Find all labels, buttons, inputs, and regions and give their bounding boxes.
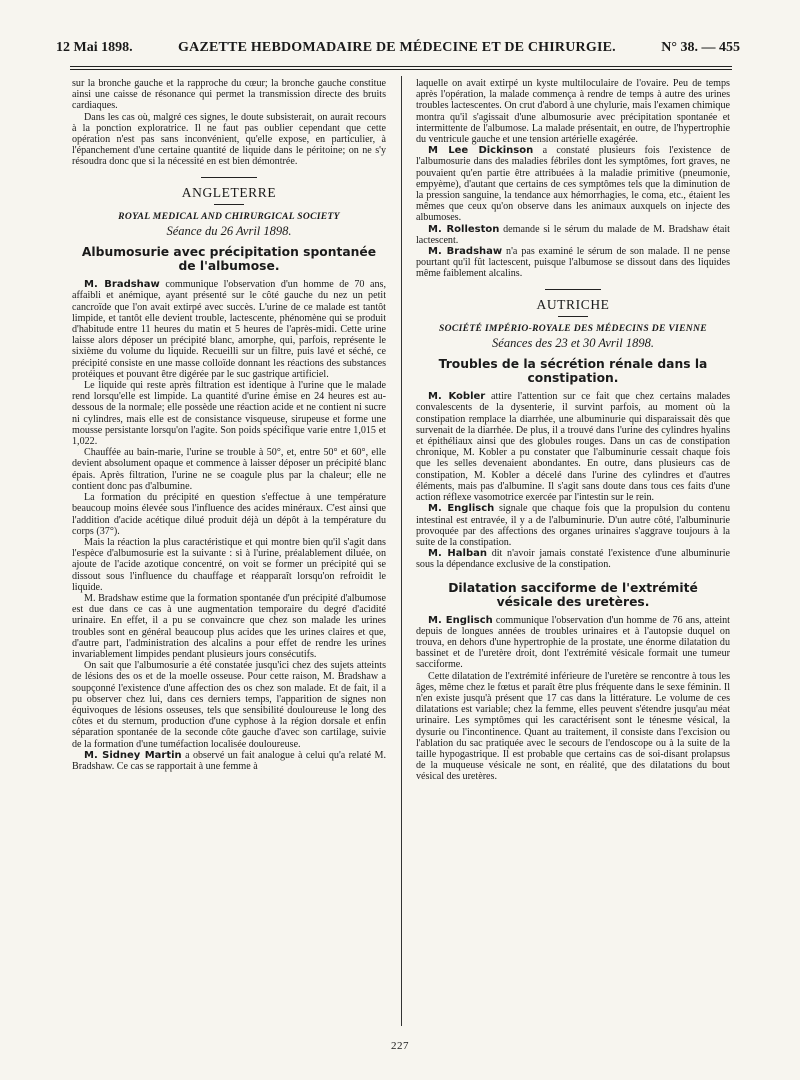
speaker-name: M Lee Dickinson (428, 145, 534, 157)
article-title: Albumosurie avec précipitation spontanée de l'albumose. (81, 245, 377, 274)
paragraph: M. Rolleston demande si le sérum du malade de M. Bradshaw était lactescent. (416, 223, 730, 246)
header-rule-top (70, 66, 732, 67)
paragraph: Chauffée au bain-marie, l'urine se trouble à 50°, et, entre 50° et 60°, elle devient absolument opaque et commence à laisser déposer un précipité blanc épais. Après filtration, l'urine ne se coagule plus par la chaleur; elle ne contient donc pas d'albumine. (72, 447, 386, 492)
paragraph: M. Englisch signale que chaque fois que la propulsion du contenu intestinal est entravée, il y a de l'albuminurie. D'un autre côté, l'albuminurie provoquée par des affections des organes urinaires s'aggrave toujours à la suite de la constipation. (416, 503, 730, 548)
header-rule-bottom (70, 69, 732, 70)
intro-paragraph-1: sur la bronche gauche et la rapproche du cœur; la bronche gauche constitue ainsi une caisse de résonance qui permet la transmission directe des bruits cardiaques. (72, 78, 386, 112)
intro-paragraph-2: Dans les cas où, malgré ces signes, le doute subsisterait, on aurait recours à la ponction exploratrice. Il ne faut pas oublier cependant que cette opération n'est pas sans inconvénient, qu'elle expose, en particulier, à l'épanchement d'une certaine quantité de liquide dans le péritoine; on ne s'y résoudra donc que si la nécessité en est bien démontrée. (72, 111, 386, 168)
paragraph: Mais la réaction la plus caractéristique et qui montre bien qu'il s'agit dans l'espèce d'albumosurie est la suivante : si à l'urine, préalablement diluée, on ajoute de l'acide azotique concentré, on voit se former un précipité qui se dissout sous l'influence du chauffage et réapparaît lorsqu'on refroidit le liquide. (72, 536, 386, 593)
speaker-name: M. Kobler (428, 391, 486, 403)
speaker-name: M. Halban (428, 548, 487, 560)
paragraph: M. Bradshaw estime que la formation spontanée d'un précipité d'albumose est due dans ce cas à une augmentation temporaire du degré d'acidité urinaire. En effet, il a pu se convaincre que chez son malade les urines troubles sont en général beaucoup plus acides que les urines claires et que, d'autre part, l'administration des alcalins a pour effet de rendre les urines invariablement limpides pendant plusieurs jours consécutifs. (72, 592, 386, 660)
running-header (56, 40, 740, 62)
paragraph: Cette dilatation de l'extrémité inférieure de l'uretère se rencontre à tous les âges, même chez le fœtus et paraît être plus fréquente dans le sexe féminin. Il n'en existe jusqu'à présent que 17 cas dans la littérature. Le volume de ces dilatations est variable; chez la femme, elles peuvent s'étendre jusqu'au méat urinaire. Les symptômes qui les caractérisent sont le ténesme vésical, la dysurie ou l'incontinence. Quant au traitement, il consiste dans l'excision ou l'ablation du sac pratiquée avec le secours de l'endoscope ou à la suite de la taille hypogastrique. Il est probable que certains cas de soi-disant prolapsus de la muqueuse vésicale ne sont, en réalité, que des dilatations du bout vésical des uretères. (416, 670, 730, 783)
country-heading-austria: AUTRICHE (536, 296, 610, 312)
society-name: ROYAL MEDICAL AND CHIRURGICAL SOCIETY (118, 210, 340, 222)
paragraph: On sait que l'albumosurie a été constatée jusqu'ici chez des sujets atteints de lésions des os et de la moelle osseuse. Pour cette raison, M. Bradshaw a soupçonné l'existence d'une affection des os chez son malade. Et de fait, il a pu observer chez lui, dans ces derniers temps, l'apparition de signes non équivoques de lésions osseuses, tels que sensibilité douloureuse le long des côtes et du sternum, production d'une cyphose à la région dorsale et enfin séparation spontanée de la seconde côte gauche d'avec son cartilage, suivie de la formation d'une tuméfaction localisée douloureuse. (72, 660, 386, 750)
country-heading-england: ANGLETERRE (181, 184, 277, 200)
page-footer-number: 227 (391, 1040, 409, 1052)
paragraph: M. Englisch communique l'observation d'un homme de 76 ans, atteint depuis de longues années de troubles urinaires et à l'autopsie duquel on trouva, en dehors d'une hypertrophie de la prostate, une énorme dilatation du bassinet et de l'uretère droit, dont l'extrémité vésicale formait une tumeur sacciforme. (416, 614, 730, 671)
issue-page-number: N° 38. — 455 (661, 40, 740, 55)
speaker-name: M. Bradshaw (428, 246, 503, 258)
paragraph: La formation du précipité en question s'effectue à une température beaucoup moins élevée sous l'influence des acides minéraux. C'est ainsi que l'addition d'acide acétique dilué produit déjà un dépôt à la température du corps (37°). (72, 492, 386, 537)
journal-title: GAZETTE HEBDOMADAIRE DE MÉDECINE ET DE CHIRURGIE. (178, 40, 616, 55)
right-column (416, 78, 730, 783)
short-rule (558, 316, 588, 317)
short-rule (214, 204, 244, 205)
society-name: SOCIÉTÉ IMPÉRIO-ROYALE DES MÉDECINS DE VIENNE (439, 322, 707, 334)
speaker-name: M. Bradshaw (84, 279, 160, 291)
column-divider (401, 76, 402, 1026)
left-column (72, 78, 386, 772)
paragraph: M. Kobler attire l'attention sur ce fait que chez certains malades convalescents de la dysenterie, il survint parfois, au moment où la constipation remplace la diarrhée, une albuminurie qui disparaissait dès que survenait de la diarrhée. De plus, il a trouvé dans l'urine des cylindres hyalins et épithéliaux ainsi que des globules rouges. Dans un cas de constipation chronique, M. Kobler a pu constater que l'albuminurie cessait chaque fois que les selles devenaient abondantes. En outre, dans plusieurs cas de constipation, M. Kobler a décelé dans l'urine des cylindres et d'autres éléments, mais pas d'albumine. Il s'agit sans doute dans tous ces faits d'une action réflexe vasomotrice exercée par l'intestin sur le rein. (416, 391, 730, 504)
speaker-name: M. Sidney Martin (84, 749, 182, 761)
section-separator (201, 177, 257, 178)
paragraph: M Lee Dickinson a constaté plusieurs fois l'existence de l'albumosurie dans des maladies fébriles dont les symptômes, fort graves, ne pouvaient qu'en partie être attribuées à la maladie primitive (pneumonie, empyème), d'autant que certains de ces symptômes tels que la diminution de la pression sanguine, la tendance aux hémorrhagies, le coma, etc., étaient les mêmes que ceux qu'on observe dans les animaux auxquels on injecte des albumoses. (416, 145, 730, 224)
paragraph: M. Bradshaw communique l'observation d'un homme de 70 ans, affaibli et anémique, ayant présenté sur le côté gauche du nez un petit cancroïde que l'on avait extirpé avec succès. L'urine de ce malade est tantôt limpide, et tantôt elle devient trouble, lactescente, phénomène qui se produit d'habitude entre 11 heures du matin et 5 heures de l'après-midi. Cette urine laisse alors déposer un précipité blanc, amorphe, qui, parfois, représente le sixième du volume du liquide. Recueilli sur un filtre, puis lavé et séché, ce précipité consiste en une masse colloïde donnant les réactions des substances protéiques et pouvant être digérée par le suc gastrique artificiel. (72, 279, 386, 380)
speaker-name: M. Englisch (428, 614, 493, 626)
speaker-name: M. Englisch (428, 503, 495, 515)
paragraph: Le liquide qui reste après filtration est identique à l'urine que le malade rend lorsqu'elle est limpide. La quantité d'urine émise en 24 heures est au-dessous de la normale; elle possède une réaction acide et ne contient ni sucre ni cylindres, mais elle est de consistance visqueuse, sirupeuse et forme une mousse persistante lorsqu'on l'agite. Son poids spécifique varie entre 1,015 et 1,022. (72, 380, 386, 448)
header-date: 12 Mai 1898. (56, 40, 133, 55)
paragraph: laquelle on avait extirpé un kyste multiloculaire de l'ovaire. Peu de temps après l'opération, la malade commença à rendre de temps à autre des urines troubles lactescentes. On crut d'abord à une chylurie, mais l'examen chimique montra qu'il s'agissait d'une albumosurie avec précipitation spontanée et intermittente de l'albumose. La malade présentait, en outre, de l'hypertrophie du ventricule gauche et une tension artérielle exagérée. (416, 78, 730, 146)
session-date: Séance du 26 Avril 1898. (166, 224, 292, 239)
paragraph: M. Bradshaw n'a pas examiné le sérum de son malade. Il ne pense pourtant qu'il fût lactescent, puisque l'albumose se dissout dans des liquides même faiblement alcalins. (416, 246, 730, 280)
speaker-name: M. Rolleston (428, 223, 500, 235)
session-date: Séances des 23 et 30 Avril 1898. (492, 336, 654, 351)
section-separator (545, 289, 601, 290)
article-title: Troubles de la sécrétion rénale dans la constipation. (438, 357, 708, 386)
article-title: Dilatation sacciforme de l'extrémité vésicale des uretères. (448, 580, 698, 609)
paragraph: M. Halban dit n'avoir jamais constaté l'existence d'une albuminurie sous la dépendance exclusive de la constipation. (416, 548, 730, 571)
paragraph: M. Sidney Martin a observé un fait analogue à celui qu'a relaté M. Bradshaw. Ce cas se rapportait à une femme à (72, 749, 386, 772)
